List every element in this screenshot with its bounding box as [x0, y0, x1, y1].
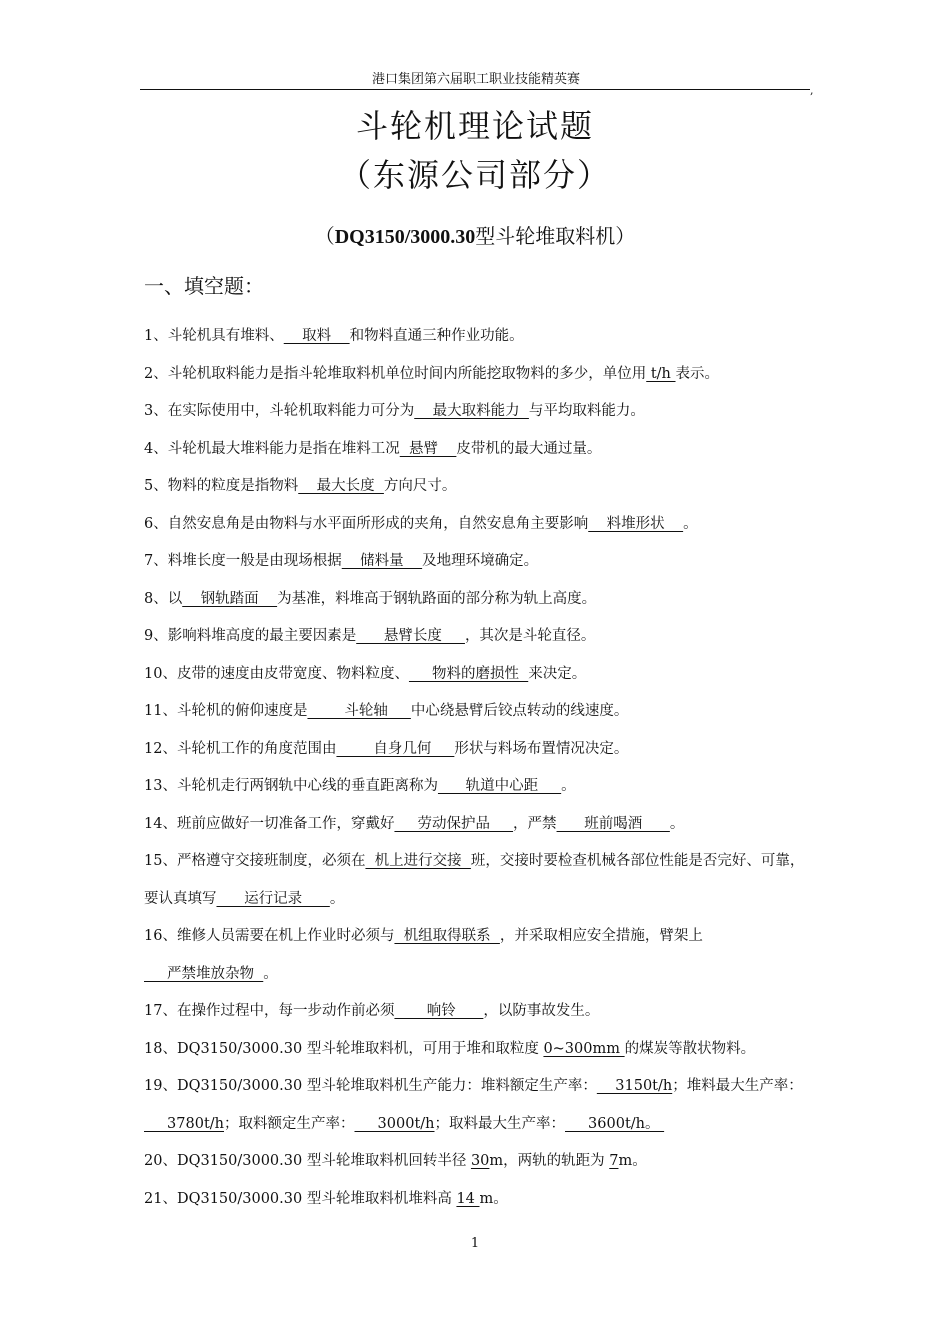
question-text: 5、物料的粒度是指物料 — [144, 478, 299, 494]
answer-blank: 响铃 — [394, 1003, 484, 1019]
question-text: m。 — [618, 1153, 647, 1169]
answer-blank: 3780t/h — [144, 1115, 224, 1132]
question-text: 和物料直通三种作业功能。 — [349, 328, 524, 344]
model-number: DQ3150/3000.30 — [334, 226, 476, 248]
answer-blank: 料堆形状 — [588, 515, 684, 532]
question-text: 3、在实际使用中，斗轮机取料能力可分为 — [144, 403, 415, 419]
question-item — [144, 806, 812, 844]
question-text: 班，交接时要检查机械各部位性能是否完好、可靠，要认真填写 — [144, 853, 805, 907]
question-text: 。 — [669, 815, 685, 832]
question-text: 18、DQ3150/3000.30 型斗轮堆取料机，可用于堆和取粒度 — [144, 1040, 544, 1057]
question-text: 。 — [683, 515, 698, 532]
answer-blank: 轨道中心距 — [437, 778, 562, 794]
question-text: 1、斗轮机具有堆料、 — [144, 328, 284, 344]
question-text: 19、DQ3150/3000.30 型斗轮堆取料机生产能力：堆料额定生产率： — [144, 1078, 597, 1094]
question-item — [144, 1068, 812, 1143]
question-list — [144, 318, 812, 1218]
page-header: 港口集团第六届职工职业技能精英赛 — [371, 72, 580, 87]
answer-blank: 14 — [456, 1190, 480, 1207]
answer-blank: 物料的磨损性 — [408, 665, 529, 682]
question-text: m。 — [479, 1190, 508, 1207]
answer-blank: 最大取料能力 — [414, 403, 529, 419]
question-text: 6、自然安息角是由物料与水平面所形成的夹角，自然安息角主要影响 — [144, 515, 589, 532]
question-item — [144, 843, 812, 918]
answer-blank: 机组取得联系 — [394, 928, 500, 944]
question-text: ，并采取相应安全措施，臂架上 — [499, 928, 703, 944]
answer-blank: 7 — [609, 1153, 619, 1169]
question-text: 。 — [329, 890, 345, 907]
question-text: m，两轨的轨距为 — [489, 1153, 610, 1169]
question-text: 及地理环境确定。 — [422, 553, 539, 569]
answer-blank: 30 — [470, 1153, 490, 1169]
question-text: ；堆料最大生产率： — [672, 1078, 803, 1094]
question-text: 12、斗轮机工作的角度范围由 — [144, 740, 337, 757]
question-text: 20、DQ3150/3000.30 型斗轮堆取料机回转半径 — [144, 1153, 471, 1169]
question-text: 与平均取料能力。 — [528, 403, 645, 419]
question-item — [144, 656, 812, 694]
question-text: 为基准，料堆高于钢轨路面的部分称为轨上高度。 — [277, 590, 597, 607]
answer-blank: 悬臂长度 — [356, 628, 465, 644]
question-text: 中心绕悬臂后铰点转动的线速度。 — [410, 703, 629, 719]
section-heading: 一、填空题： — [144, 274, 264, 298]
answer-blank: 自身几何 — [336, 740, 455, 757]
question-item — [144, 581, 812, 619]
answer-blank: 钢轨踏面 — [182, 590, 278, 607]
header-rule — [140, 89, 810, 90]
answer-blank: 取料 — [283, 328, 350, 344]
question-text: 来决定。 — [528, 665, 587, 682]
header-mark: , — [810, 84, 814, 97]
question-text: 11、斗轮机的俯仰速度是 — [144, 703, 308, 719]
question-item — [144, 618, 812, 656]
page-number: 1 — [470, 1236, 480, 1251]
answer-blank: 班前喝酒 — [556, 815, 670, 832]
answer-blank: 3150t/h — [596, 1078, 673, 1094]
question-text: 的煤炭等散状物料。 — [624, 1040, 756, 1057]
question-text: 21、DQ3150/3000.30 型斗轮堆取料机堆料高 — [144, 1190, 457, 1207]
document-subtitle-company: （东源公司部分） — [338, 156, 611, 194]
model-subtitle-rest: 型斗轮堆取料机） — [475, 224, 636, 248]
question-text: 。 — [561, 778, 576, 794]
question-item — [144, 918, 812, 993]
model-subtitle-open: （ — [314, 224, 335, 248]
question-text: 2、斗轮机取料能力是指斗轮堆取料机单位时间内所能挖取物料的多少，单位用 — [144, 365, 647, 382]
answer-blank: 严禁堆放杂物 — [144, 965, 264, 982]
question-item — [144, 1181, 812, 1219]
answer-blank: 储料量 — [341, 553, 423, 569]
answer-blank: 0~300mm — [543, 1040, 625, 1057]
question-text: 16、维修人员需要在机上作业时必须与 — [144, 928, 395, 944]
question-text: 15、严格遵守交接班制度，必须在 — [144, 853, 366, 869]
question-item — [144, 1143, 812, 1181]
answer-blank: 悬臂 — [399, 440, 457, 457]
question-item — [144, 356, 812, 394]
question-text: ，严禁 — [513, 815, 557, 832]
answer-blank: 3600t/h。 — [565, 1115, 665, 1132]
question-item — [144, 393, 812, 431]
question-item — [144, 506, 812, 544]
question-item — [144, 693, 812, 731]
question-text: 13、斗轮机走行两钢轨中心线的垂直距离称为 — [144, 778, 438, 794]
question-text: 7、料堆长度一般是由现场根据 — [144, 553, 342, 569]
question-item — [144, 468, 812, 506]
question-item — [144, 768, 812, 806]
answer-blank: t/h — [646, 365, 676, 382]
question-text: ，以防事故发生。 — [483, 1003, 600, 1019]
question-text: 表示。 — [675, 365, 720, 382]
question-text: 方向尺寸。 — [383, 478, 457, 494]
question-item — [144, 543, 812, 581]
question-text: 17、在操作过程中，每一步动作前必须 — [144, 1003, 395, 1019]
model-subtitle — [0, 222, 950, 251]
answer-blank: 3000t/h — [354, 1115, 435, 1132]
question-text: ；取料最大生产率： — [434, 1115, 565, 1132]
question-item — [144, 318, 812, 356]
question-text: 。 — [263, 965, 278, 982]
question-item — [144, 431, 812, 469]
question-text: 形状与料场布置情况决定。 — [454, 740, 629, 757]
answer-blank: 斗轮轴 — [307, 703, 411, 719]
answer-blank: 劳动保护品 — [394, 815, 514, 832]
question-item — [144, 993, 812, 1031]
document-title: 斗轮机理论试题 — [355, 107, 594, 145]
question-text: ，其次是斗轮直径。 — [464, 628, 596, 644]
question-text: 8、以 — [144, 590, 183, 607]
question-text: 9、影响料堆高度的最主要因素是 — [144, 628, 357, 644]
question-text: 14、班前应做好一切准备工作，穿戴好 — [144, 815, 395, 832]
question-item — [144, 731, 812, 769]
answer-blank: 最大长度 — [298, 478, 384, 494]
question-text: ；取料额定生产率： — [224, 1115, 355, 1132]
question-text: 皮带机的最大通过量。 — [456, 440, 602, 457]
question-text: 4、斗轮机最大堆料能力是指在堆料工况 — [144, 440, 400, 457]
answer-blank: 运行记录 — [216, 890, 330, 907]
question-text: 10、皮带的速度由皮带宽度、物料粒度、 — [144, 665, 409, 682]
question-item — [144, 1031, 812, 1069]
answer-blank: 机上进行交接 — [365, 853, 471, 869]
